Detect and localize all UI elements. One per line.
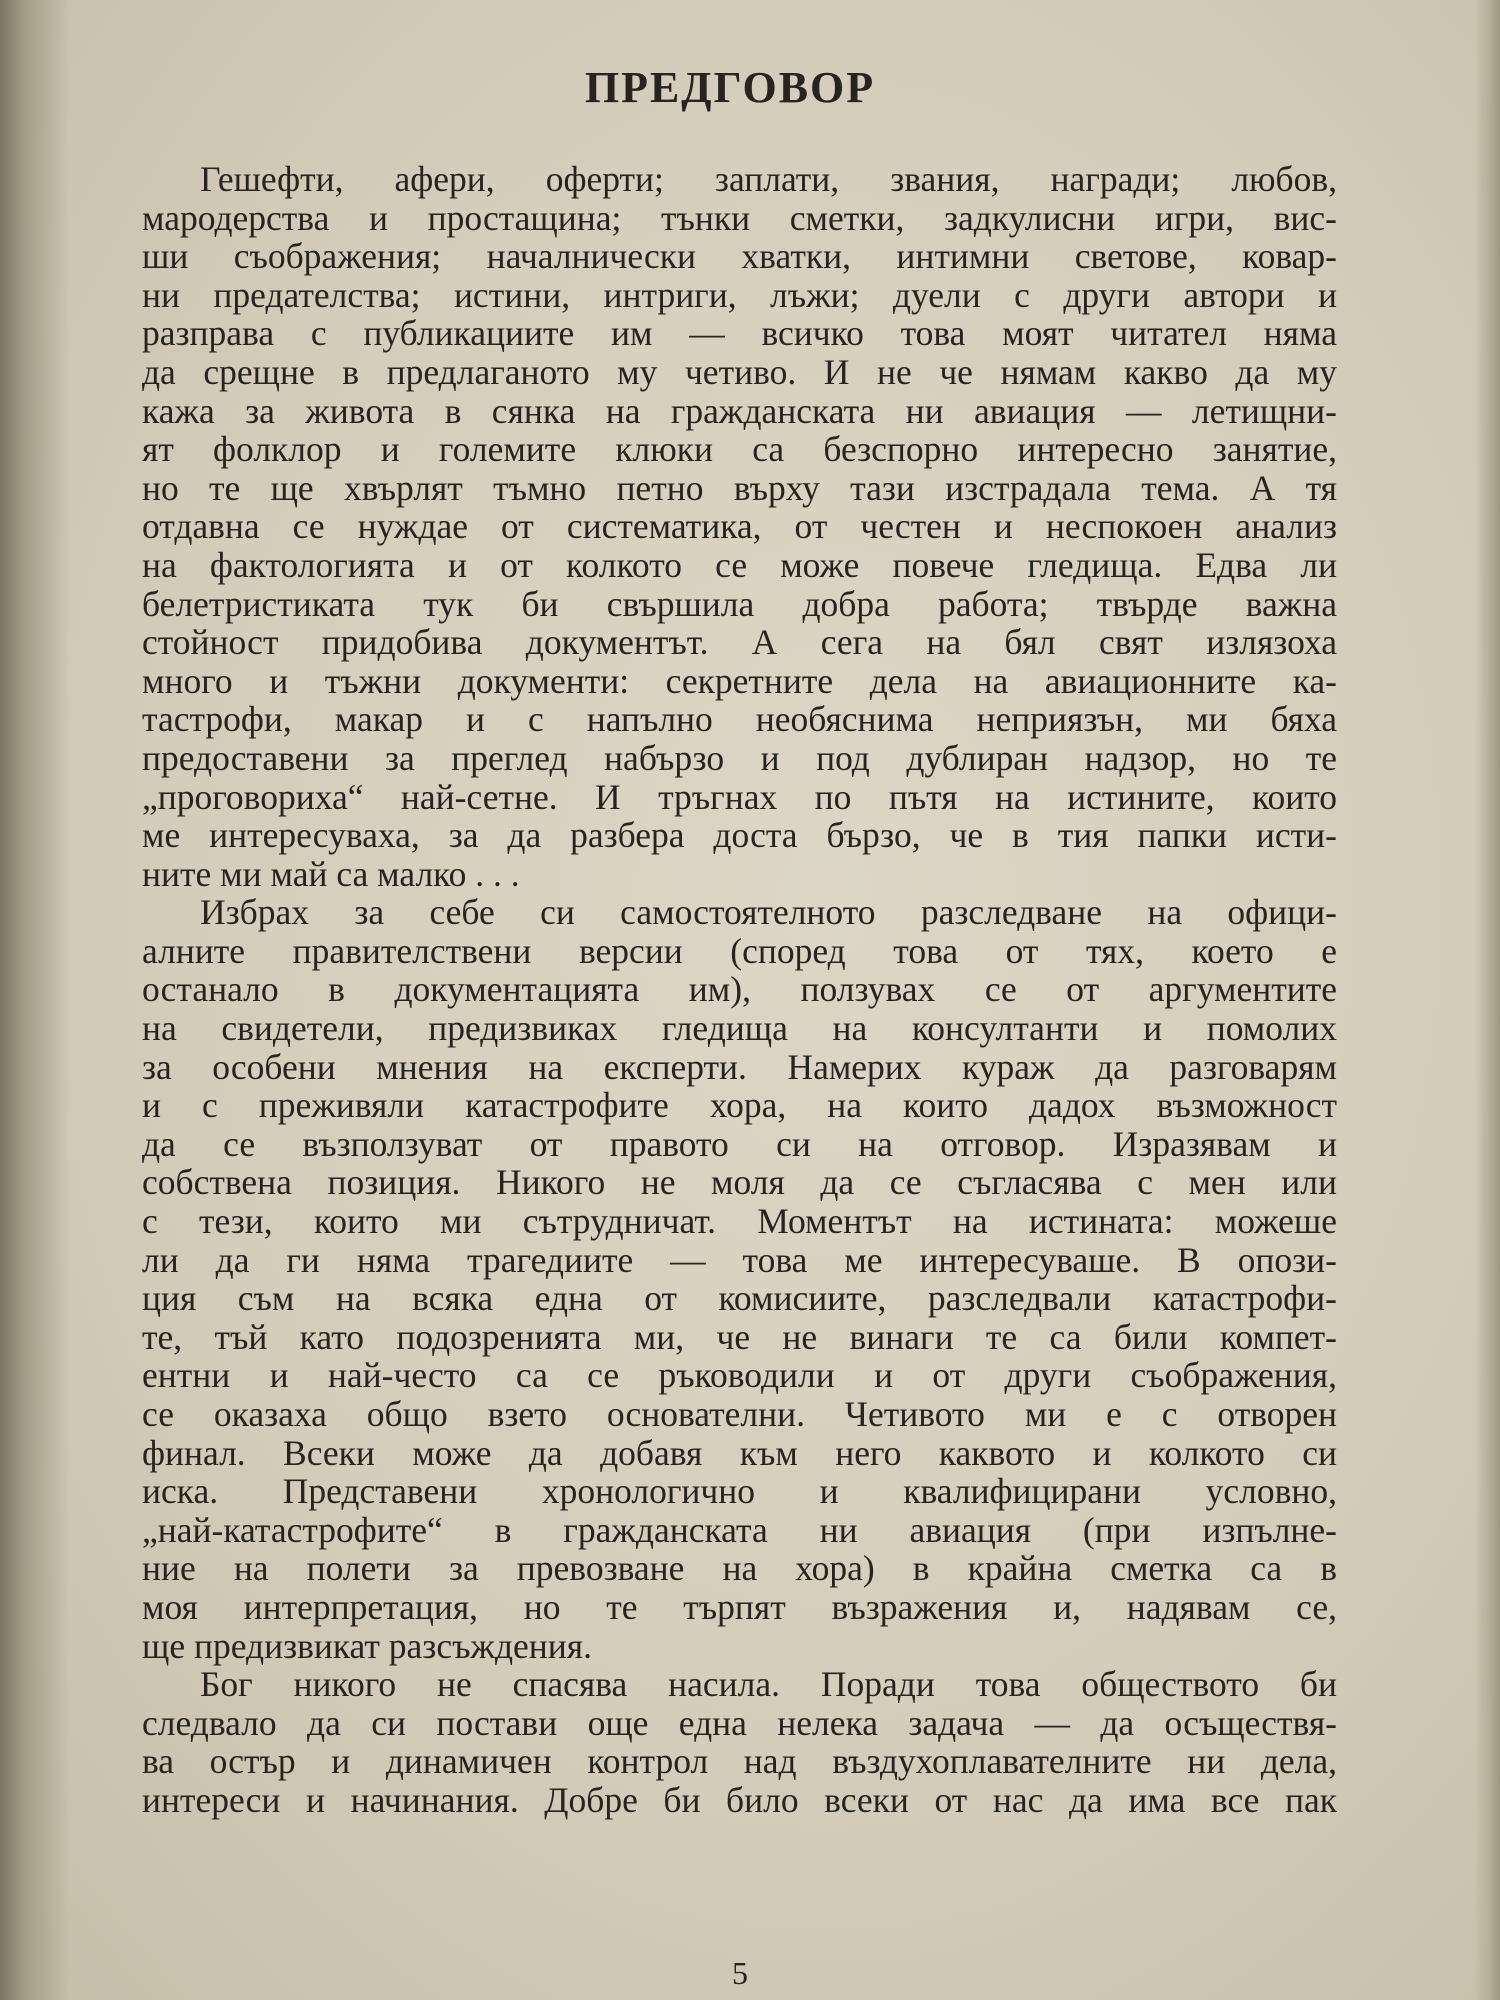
paragraph [142,1665,1337,1819]
text-line: много и тъжни документи: секретните дела на авиационните ка- [142,660,1337,701]
text-line: ните ми май са малко . . . [142,853,520,894]
text-line: Бог никого не спасява насила. Поради това обществото би [200,1664,1337,1705]
binding-shadow [0,0,70,2000]
text-line: белетристиката тук би свършила добра работа; твърде важна [142,583,1337,624]
text-line: на свидетели, предизвиках гледища на консултанти и помолих [142,1008,1337,1049]
text-line: „най-катастрофите“ в гражданската ни авиация (при изпълне- [142,1509,1337,1550]
page-number: 5 [732,1955,748,1991]
text-line: ме интересуваха, за да разбера доста бързо, че в тия папки исти- [142,815,1337,856]
text-line: те, тъй като подозренията ми, че не винаги те са били компет- [142,1316,1337,1357]
text-line: на фактологията и от колкото се може повече гледища. Едва ли [142,544,1337,585]
text-line: с тези, които ми сътрудничат. Моментът на истината: можеше [142,1201,1337,1242]
text-line: иска. Представени хронологично и квалифицирани условно, [142,1471,1337,1512]
text-line: ция съм на всяка една от комисиите, разследвали катастрофи- [142,1278,1337,1319]
text-line: собствена позиция. Никого не моля да се съгласява с мен или [142,1162,1337,1203]
paragraph [142,160,1337,893]
text-line: кажа за живота в сянка на гражданската ни авиация — летищни- [142,390,1337,431]
text-line: разправа с публикациите им — всичко това моят читател няма [142,313,1337,354]
page-title: ПРЕДГОВОР [584,63,876,112]
body-text [142,160,1337,1820]
text-line: се оказаха общо взето основателни. Четивото ми е с отворен [142,1394,1337,1434]
text-line: ши съображения; началнически хватки, интимни светове, ковар- [142,236,1337,277]
text-line: мародерства и простащина; тънки сметки, задкулисни игри, вис- [142,197,1337,238]
text-line: ят фолклор и големите клюки са безспорно интересно занятие, [142,429,1337,470]
text-line: да се възползуват от правото си на отговор. Изразявам и [142,1123,1337,1164]
text-line: останало в документацията им), ползувах се от аргументите [142,969,1337,1010]
text-line: предоставени за преглед набързо и под дублиран надзор, но те [142,737,1337,778]
text-line: ва остър и динамичен контрол над въздухоплавателните ни дела, [142,1741,1337,1782]
text-line: Гешефти, афери, оферти; заплати, звания, награди; любов, [200,159,1337,199]
text-line: за особени мнения на експерти. Намерих кураж да разговарям [142,1046,1337,1087]
text-line: да срещне в предлаганото му четиво. И не че нямам какво да му [142,351,1337,392]
text-line: следвало да си постави още една нелека задача — да осъществя- [142,1702,1337,1743]
text-line: и с преживяли катастрофите хора, на които дадох възможност [142,1085,1337,1126]
text-line: отдавна се нуждае от систематика, от честен и неспокоен анализ [142,506,1337,547]
text-line: стойност придобива документът. А сега на бял свят излязоха [142,622,1337,663]
text-line: ли да ги няма трагедиите — това ме интересуваше. В опози- [142,1239,1337,1280]
text-line: но те ще хвърлят тъмно петно върху тази изстрадала тема. А тя [142,467,1337,508]
paragraph [142,893,1337,1665]
page-edge [1474,0,1500,2000]
text-line: ще предизвикат разсъждения. [142,1625,592,1666]
text-line: алните правителствени версии (според това от тях, което е [142,930,1337,971]
text-line: Избрах за себе си самостоятелното разследване на офици- [200,892,1337,933]
text-line: ентни и най-често са се ръководили и от други съображения, [142,1355,1337,1396]
text-line: ни предателства; истини, интриги, лъжи; дуели с други автори и [142,274,1337,315]
text-line: моя интерпретация, но те търпят възражения и, надявам се, [142,1586,1337,1627]
text-line: тастрофи, макар и с напълно необяснима неприязън, ми бяха [142,699,1337,740]
text-line: „проговориха“ най-сетне. И тръгнах по пътя на истините, които [142,776,1337,817]
text-line: ние на полети за превозване на хора) в крайна сметка са в [142,1548,1337,1589]
text-line: интереси и начинания. Добре би било всеки от нас да има все пак [142,1779,1337,1820]
text-line: финал. Всеки може да добавя към него каквото и колкото си [142,1432,1337,1473]
